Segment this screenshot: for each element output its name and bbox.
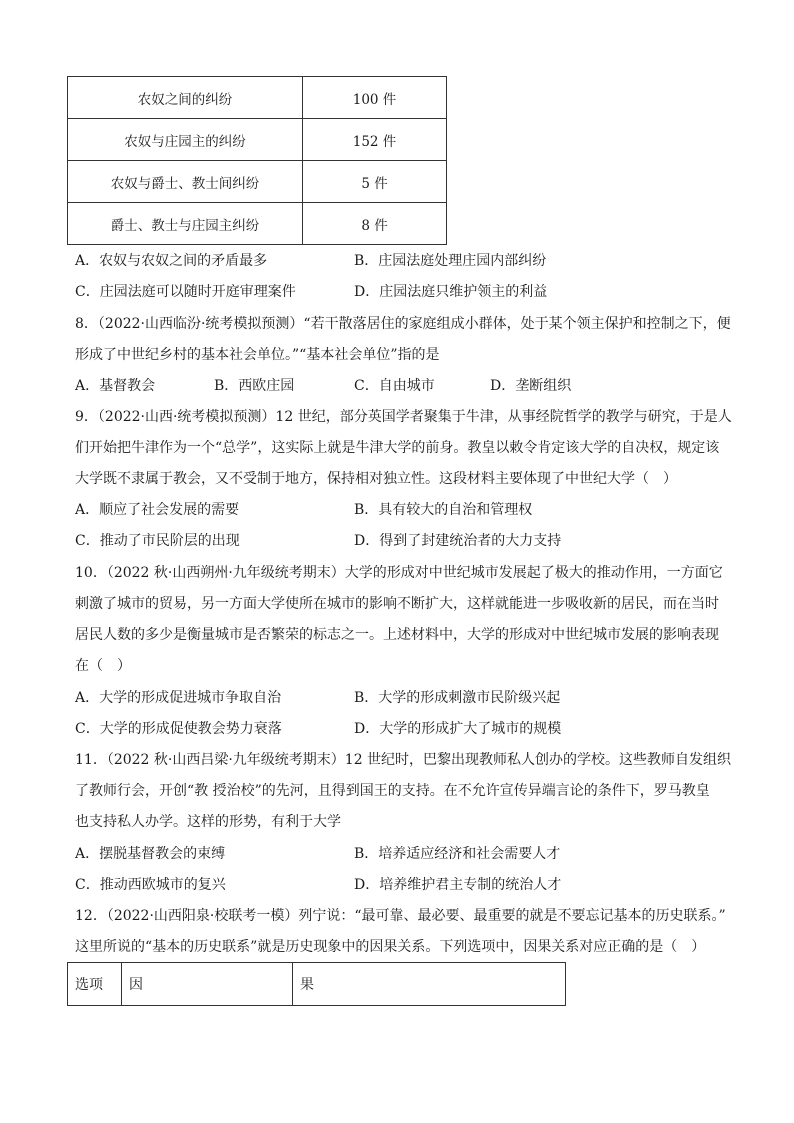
table-cell: 8 件: [303, 203, 447, 245]
question-stem: 形成了中世纪乡村的基本社会单位。”“基本社会单位”指的是: [75, 347, 440, 363]
option-b: B．西欧庄园: [214, 378, 295, 394]
option-a: A．顺应了社会发展的需要: [75, 502, 240, 518]
cause-effect-table: [67, 962, 566, 1006]
table-row: [68, 203, 447, 245]
option-c: C．庄园法庭可以随时开庭审理案件: [75, 284, 296, 300]
option-c: C．大学的形成促使教会势力衰落: [75, 721, 282, 737]
option-d: D．得到了封建统治者的大力支持: [354, 533, 562, 549]
table-row: [68, 119, 447, 161]
option-c: C．推动西欧城市的复兴: [75, 877, 226, 893]
dispute-table: [67, 76, 447, 245]
table-row: [68, 77, 447, 119]
question-stem: 大学既不隶属于教会，又不受制于地方，保持相对独立性。这段材料主要体现了中世纪大学（ ）: [75, 471, 677, 487]
question-stem: 居民人数的多少是衡量城市是否繁荣的标志之一。上述材料中，大学的形成对中世纪城市发展的影响表现: [75, 627, 719, 643]
option-d: D．垄断组织: [490, 378, 572, 394]
table-cell: 农奴与庄园主的纠纷: [68, 119, 303, 161]
option-d: D．大学的形成扩大了城市的规模: [354, 721, 562, 737]
table-cell: 农奴与爵士、教士间纠纷: [68, 161, 303, 203]
table-cell: 5 件: [303, 161, 447, 203]
option-a: A．农奴与农奴之间的矛盾最多: [75, 253, 268, 269]
question-stem: 11．（2022 秋·山西吕梁·九年级统考期末）12 世纪时，巴黎出现教师私人创办的学校。这些教师自发组织: [75, 752, 732, 768]
option-b: B．大学的形成刺激市民阶级兴起: [354, 690, 561, 706]
question-stem: 9．（2022·山西·统考模拟预测）12 世纪，部分英国学者聚集于牛津，从事经院哲学的教学与研究，于是人: [75, 409, 732, 425]
question-stem: 8．（2022·山西临汾·统考模拟预测）“若干散落居住的家庭组成小群体，处于某个领主保护和控制之下，便: [75, 316, 731, 332]
table-row: [68, 161, 447, 203]
table-header-cell: 选项: [68, 963, 122, 1006]
option-b: B．具有较大的自治和管理权: [354, 502, 533, 518]
option-a: A．摆脱基督教会的束缚: [75, 846, 226, 862]
question-stem: 们开始把牛津作为一个“总学”，这实际上就是牛津大学的前身。教皇以敕令肯定该大学的自决权，规定该: [75, 440, 720, 456]
table-cell: 农奴之间的纠纷: [68, 77, 303, 119]
option-c: C．自由城市: [354, 378, 435, 394]
option-b: B．培养适应经济和社会需要人才: [354, 846, 561, 862]
option-a: A．大学的形成促进城市争取自治: [75, 690, 282, 706]
question-stem: 刺激了城市的贸易，另一方面大学使所在城市的影响不断扩大，这样就能进一步吸收新的居民，而在当时: [75, 596, 719, 612]
table-cell: 爵士、教士与庄园主纠纷: [68, 203, 303, 245]
option-a: A．基督教会: [75, 378, 156, 394]
table-cell: 152 件: [303, 119, 447, 161]
question-stem: 也支持私人办学。这样的形势，有利于大学: [75, 814, 341, 830]
question-stem: 这里所说的“基本的历史联系”就是历史现象中的因果关系。下列选项中，因果关系对应正确的是（ ）: [75, 939, 706, 955]
option-c: C．推动了市民阶层的出现: [75, 533, 240, 549]
question-stem: 了教师行会，开创“教 授治校”的先河，且得到国王的支持。在不允许宣传异端言论的条件下，罗马教皇: [75, 783, 710, 799]
table-header-row: [68, 963, 566, 1006]
question-stem: 12．（2022·山西阳泉·校联考一模）列宁说：“最可靠、最必要、最重要的就是不要忘记基本的历史联系。”: [75, 908, 726, 924]
table-cell: 100 件: [303, 77, 447, 119]
table-header-cell: 果: [293, 963, 566, 1006]
question-stem: 在（ ）: [75, 658, 131, 674]
option-d: D．庄园法庭只维护领主的利益: [354, 284, 548, 300]
question-stem: 10．（2022 秋·山西朔州·九年级统考期末）大学的形成对中世纪城市发展起了极大的推动作用，一方面它: [75, 565, 723, 581]
table-header-cell: 因: [122, 963, 293, 1006]
option-b: B．庄园法庭处理庄园内部纠纷: [354, 253, 547, 269]
option-d: D．培养维护君主专制的统治人才: [354, 877, 562, 893]
